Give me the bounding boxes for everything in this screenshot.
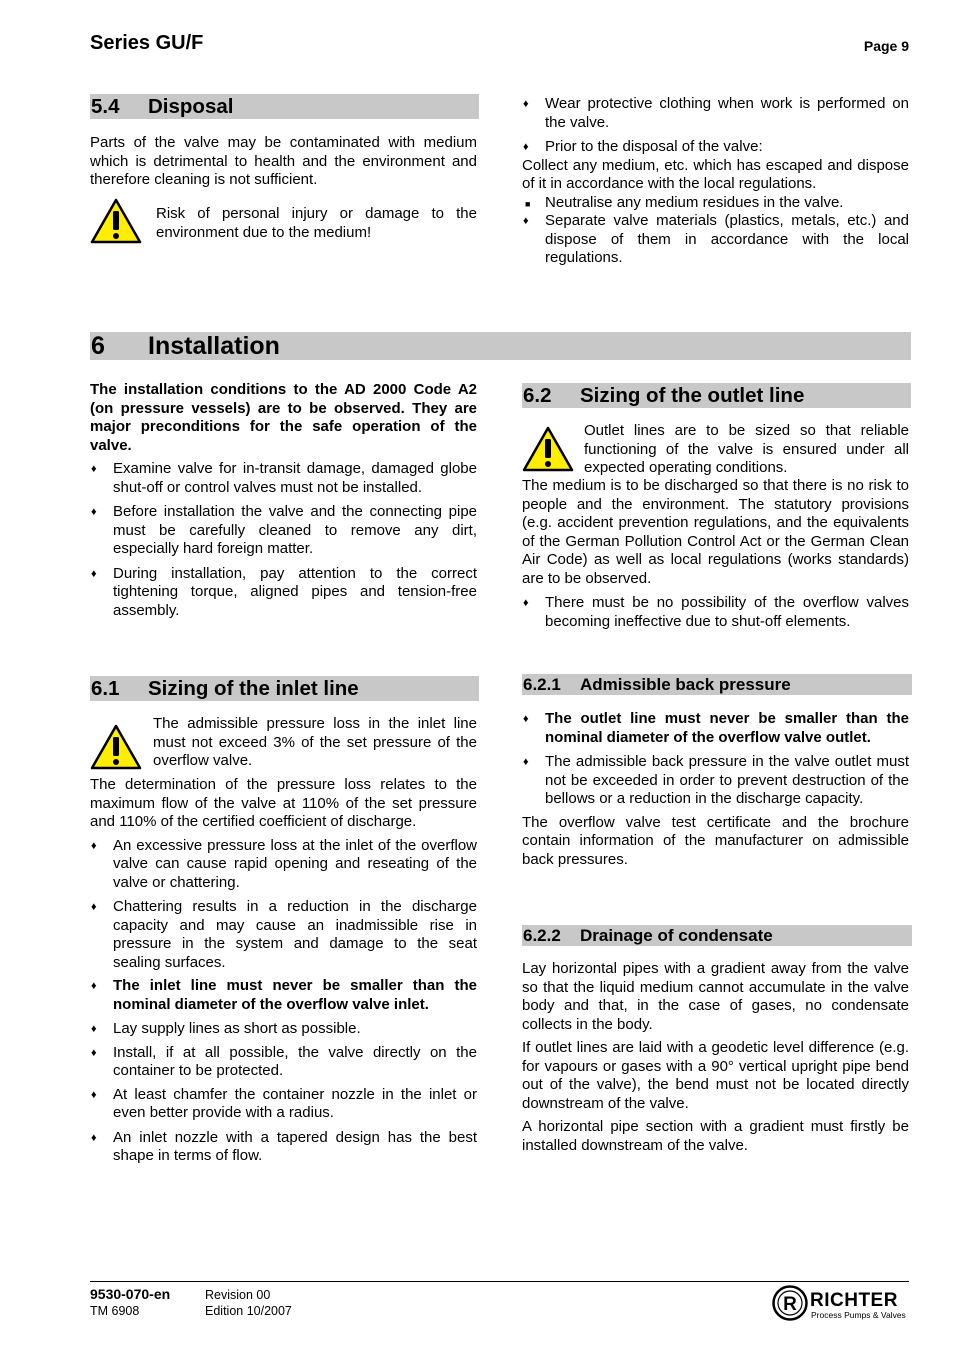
warning-triangle-icon: [90, 724, 142, 770]
outlet-warning: Outlet lines are to be sized so that reliable functioning of the valve is ensured under all expected operating conditions.: [584, 422, 909, 476]
richter-logo: [772, 1285, 912, 1321]
list-item: ♦ Before installation the valve and the connecting pipe must be carefully cleaned to remove any dirt, especially hard foreign matter.: [91, 503, 477, 557]
installation-left: [90, 381, 477, 620]
back-pressure-paragraph: The overflow valve test certificate and the brochure contain information of the manufacturer on admissible back pressures.: [522, 813, 909, 868]
logo-subtext: Process Pumps & Valves: [811, 1310, 906, 1320]
warning-icon-outlet: [522, 426, 574, 477]
drainage-paragraph: If outlet lines are laid with a geodetic level difference (e.g. for vapours or gases with a 90° vertical upright pipe bend out of the valve), the bend must not be located directly downstream of the valve.: [522, 1039, 909, 1112]
section-number: 6: [91, 332, 105, 360]
heading-drainage: [522, 925, 912, 946]
doc-number: 9530-070-en: [90, 1286, 171, 1302]
list-item: ♦ An excessive pressure loss at the inlet of the overflow valve can cause rapid opening and reseating of the valve or chattering.: [91, 836, 477, 891]
inlet-body: [90, 776, 477, 1166]
series-title: Series GU/F: [90, 32, 204, 54]
disposal-intro: Parts of the valve may be contaminated with medium which is detrimental to health and the environment and therefore cleaning is not sufficient.: [90, 134, 477, 188]
warning-triangle-icon: [522, 426, 574, 472]
list-item: ♦ Prior to the disposal of the valve:: [523, 138, 763, 155]
list-item: ♦ An inlet nozzle with a tapered design has the best shape in terms of flow.: [91, 1128, 477, 1164]
warning-icon-inlet: [90, 724, 142, 775]
list-item: ♦ Separate valve materials (plastics, metals, etc.) and dispose of them in accordance with the local regulations.: [523, 212, 909, 266]
diamond-bullet-icon: ♦: [523, 141, 529, 153]
section-title: Installation: [148, 332, 280, 360]
heading-disposal: [90, 94, 479, 119]
section-title: Disposal: [148, 95, 234, 118]
richter-logo-mark-icon: [772, 1285, 808, 1321]
list-item: ♦ At least chamfer the container nozzle in the inlet or even better provide with a radius.: [91, 1085, 477, 1121]
diamond-bullet-icon: ♦: [91, 567, 97, 580]
list-item: ♦ Wear protective clothing when work is performed on the valve.: [523, 95, 909, 131]
diamond-bullet-icon: ♦: [523, 597, 529, 609]
list-item: ♦ The inlet line must never be smaller than the nominal diameter of the overflow valve inlet.: [91, 977, 477, 1013]
diamond-bullet-icon: ♦: [91, 980, 97, 992]
diamond-bullet-icon: ♦: [91, 901, 97, 913]
drainage-paragraph: A horizontal pipe section with a gradient must firstly be installed downstream of the valve.: [522, 1118, 909, 1154]
tm-number: TM 6908: [90, 1304, 140, 1318]
warning-triangle-icon: [90, 198, 142, 244]
logo-text: RICHTER: [810, 1290, 898, 1311]
drainage-body: [522, 960, 909, 1155]
list-item: ♦ Chattering results in a reduction in the discharge capacity and may cause an inadmissible rise in pressure in the system and damage to the seat sealing surfaces.: [91, 898, 477, 971]
heading-installation: [90, 332, 911, 360]
section-title: Sizing of the inlet line: [148, 677, 359, 700]
heading-outlet: [522, 383, 911, 408]
section-number: 6.2.1: [523, 675, 561, 694]
diamond-bullet-icon: ♦: [91, 1131, 97, 1144]
inlet-paragraph: The determination of the pressure loss relates to the maximum flow of the valve at 110% of the set pressure and 110% of the certified coefficient of discharge.: [90, 776, 477, 830]
page-number: Page 9: [863, 38, 909, 54]
diamond-bullet-icon: ♦: [91, 1088, 97, 1101]
section-number: 5.4: [91, 95, 120, 118]
section-number: 6.1: [91, 677, 120, 700]
edition: Edition 10/2007: [205, 1304, 292, 1318]
list-item: ♦ Examine valve for in-transit damage, damaged globe shut-off or control valves must not be installed.: [91, 460, 477, 496]
diamond-bullet-icon: ♦: [523, 756, 529, 768]
inlet-warning: The admissible pressure loss in the inlet line must not exceed 3% of the set pressure of the overflow valve.: [153, 715, 477, 769]
diamond-bullet-icon: ♦: [523, 215, 529, 227]
diamond-bullet-icon: ♦: [91, 463, 97, 475]
list-item: ♦ The outlet line must never be smaller than the nominal diameter of the overflow valve outlet.: [523, 710, 909, 746]
list-item: ■ Neutralise any medium residues in the valve.: [522, 194, 909, 213]
disposal-collect-text: Collect any medium, etc. which has escaped and dispose of it in accordance with the local regulations.: [522, 156, 909, 192]
square-bullet-icon: ■: [525, 198, 531, 209]
back-pressure-body: [522, 710, 909, 869]
disposal-warning: Risk of personal injury or damage to the environment due to the medium!: [156, 205, 477, 241]
section-title: Admissible back pressure: [580, 675, 791, 694]
diamond-bullet-icon: ♦: [91, 1046, 97, 1059]
section-number: 6.2.2: [523, 926, 561, 945]
list-item: ♦ During installation, pay attention to the correct tightening torque, aligned pipes and tension-free assembly.: [91, 564, 477, 619]
installation-intro: The installation conditions to the AD 2000 Code A2 (on pressure vessels) are to be observed. They are major preconditions for the safe operation of the valve.: [90, 381, 477, 454]
diamond-bullet-icon: ♦: [523, 713, 529, 725]
diamond-bullet-icon: ♦: [523, 98, 529, 110]
drainage-paragraph: Lay horizontal pipes with a gradient away from the valve so that the liquid medium cannot accumulate in the valve body and that, in the case of gases, no condensate collects in the body.: [522, 960, 909, 1033]
list-item: ♦ There must be no possibility of the overflow valves becoming ineffective due to shut-off elements.: [523, 594, 909, 630]
revision: Revision 00: [205, 1288, 271, 1302]
warning-icon-disposal: [90, 198, 142, 249]
outlet-body: [522, 477, 909, 631]
list-item: ♦ Install, if at all possible, the valve directly on the container to be protected.: [91, 1043, 477, 1079]
section-title: Drainage of condensate: [580, 926, 773, 945]
section-number: 6.2: [523, 384, 552, 407]
footer-divider: [90, 1281, 909, 1282]
heading-inlet: [90, 676, 479, 701]
outlet-paragraph: The medium is to be discharged so that there is no risk to people and the environment. The statutory provisions (e.g. accident prevention regulations, and the equivalents of the German Pollution Control Act or the German Clean Air Code) as well as local regulations (works standards) are to be observed.: [522, 477, 909, 587]
disposal-right-column: [522, 95, 909, 268]
diamond-bullet-icon: ♦: [91, 1023, 97, 1035]
svg-text:R: R: [783, 1294, 797, 1315]
list-item: ♦ Lay supply lines as short as possible.: [91, 1020, 361, 1037]
diamond-bullet-icon: ♦: [91, 506, 97, 518]
section-title: Sizing of the outlet line: [580, 384, 805, 407]
heading-back-pressure: [522, 674, 912, 695]
list-item: ♦ The admissible back pressure in the valve outlet must not be exceeded in order to prevent destruction of the bellows or a reduction in the discharge capacity.: [523, 753, 909, 807]
diamond-bullet-icon: ♦: [91, 839, 97, 852]
